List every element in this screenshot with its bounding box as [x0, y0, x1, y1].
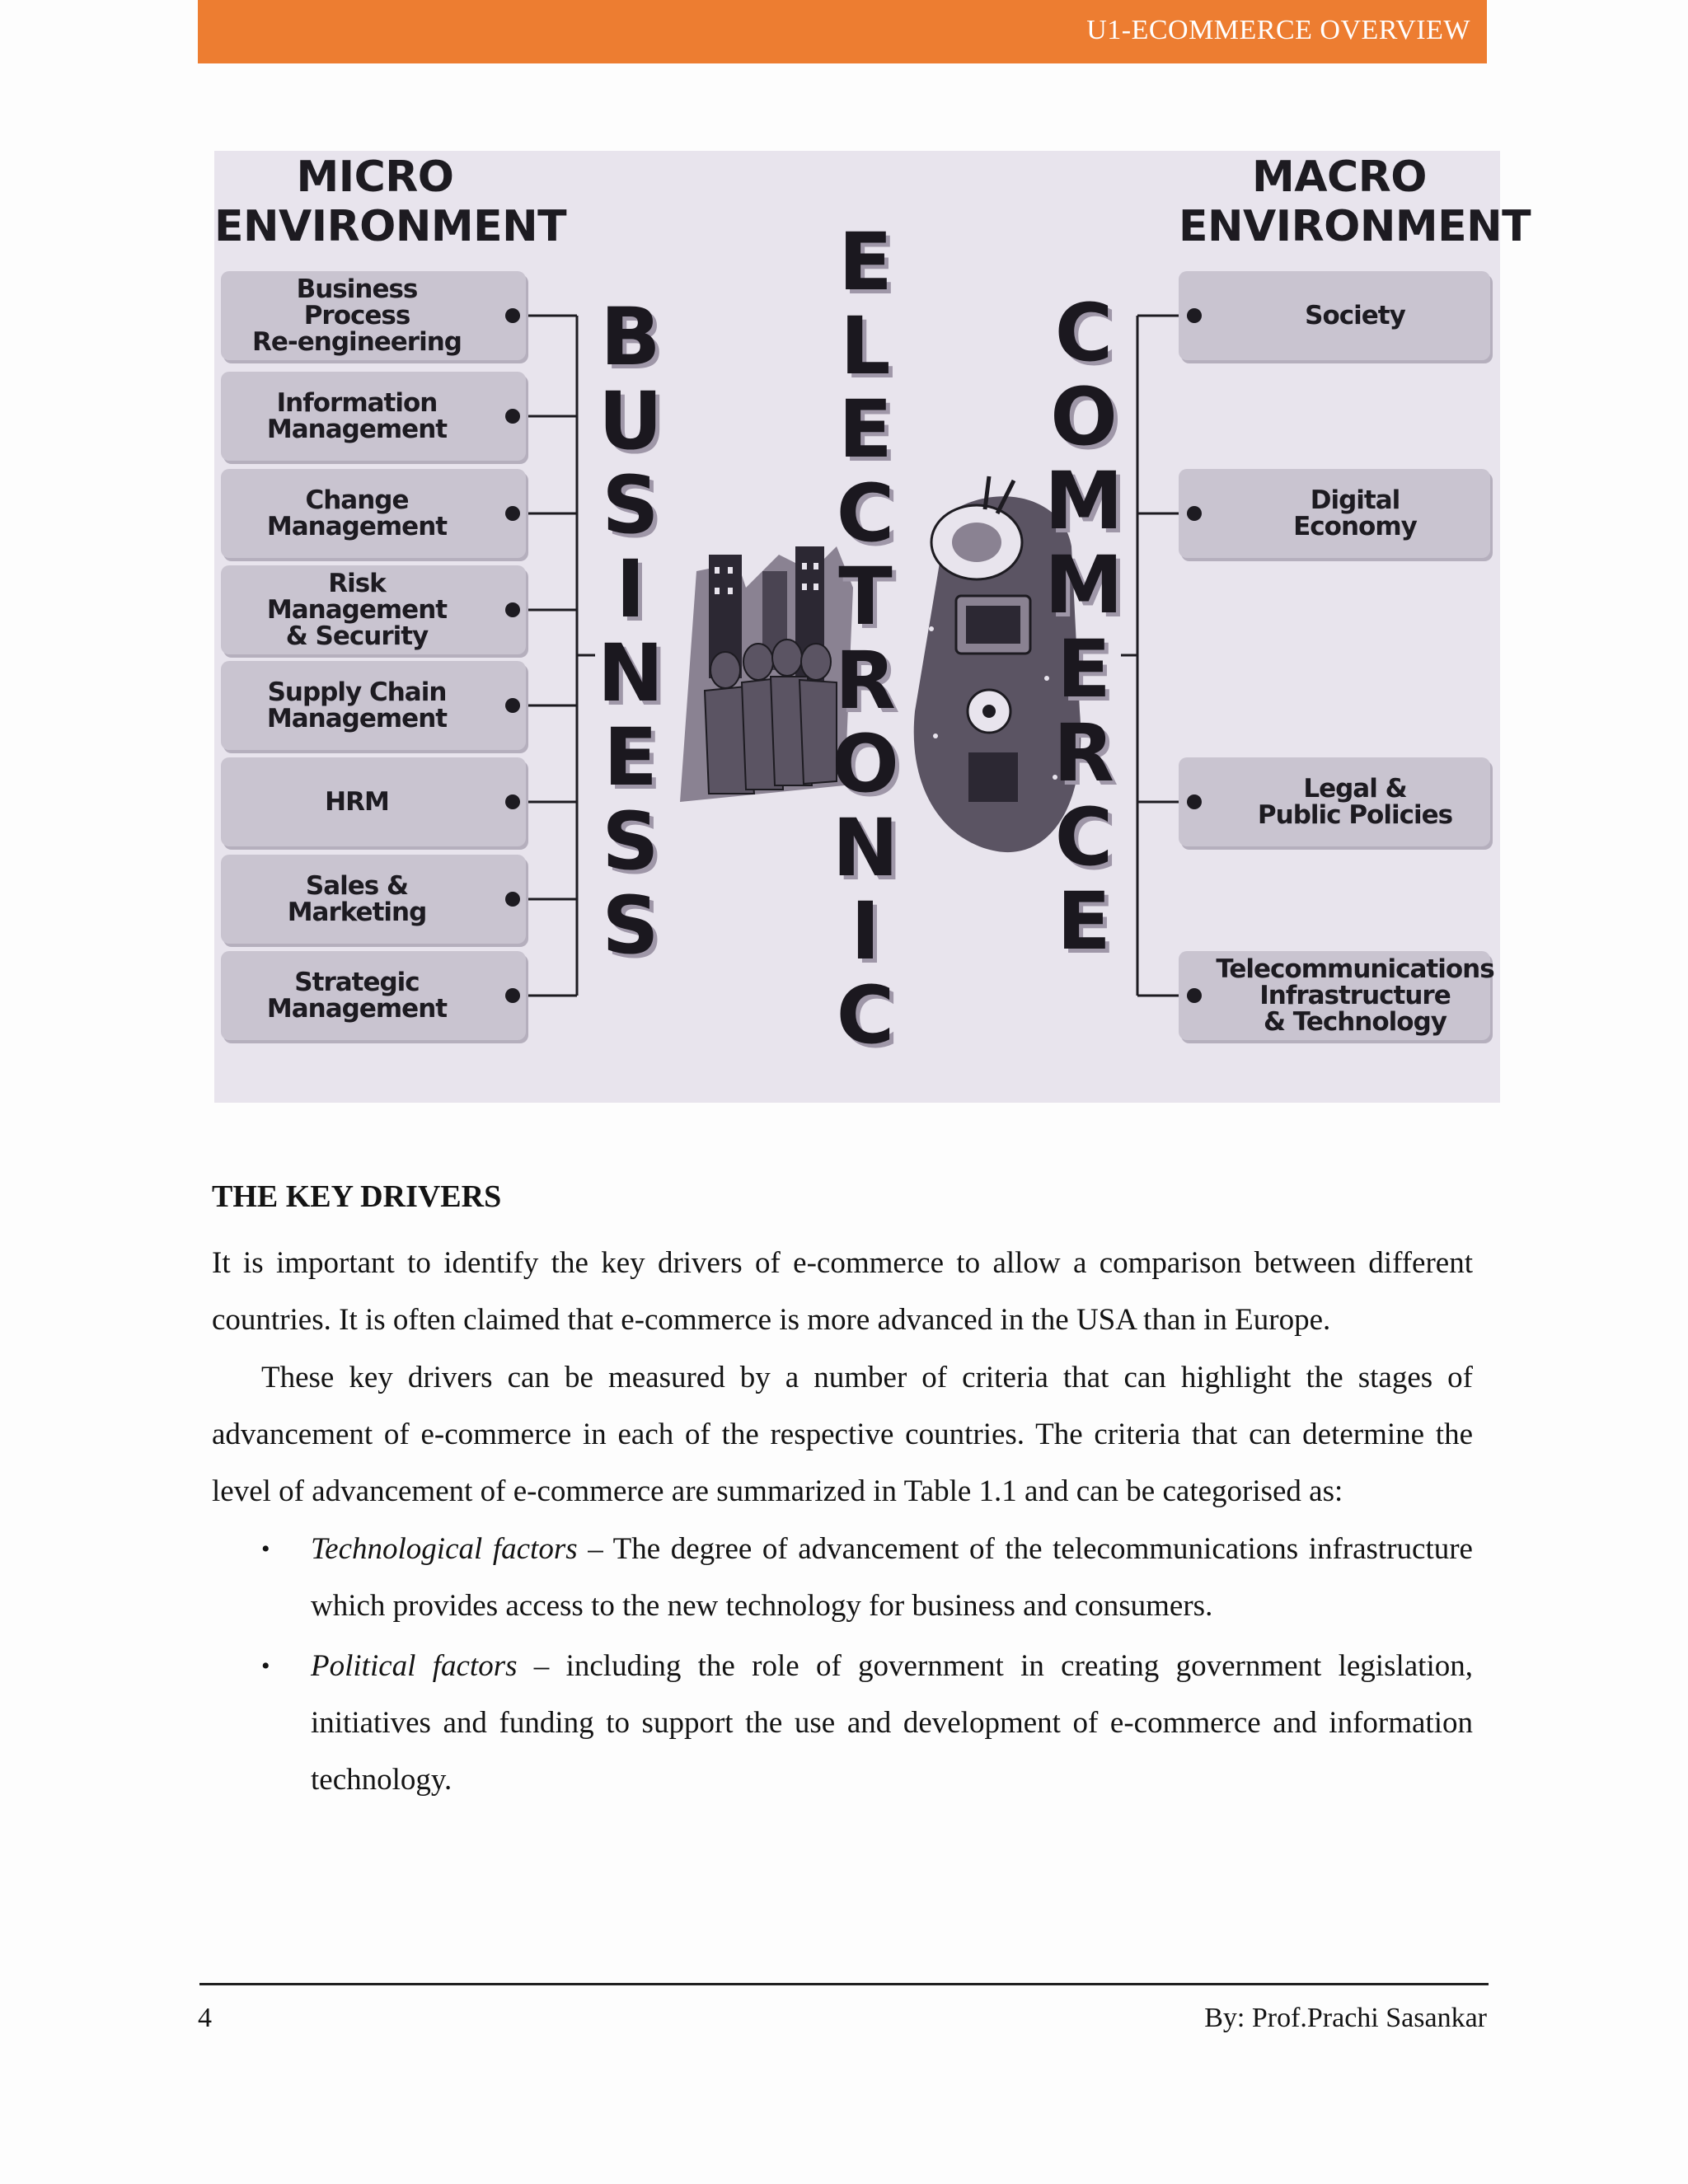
bullet-text: – The degree of advancement of the telecommunications infrastructure which provides access to the new technology for business and consumers.: [311, 1532, 1473, 1623]
macro-item-label: Telecommunications Infrastructure & Technology: [1216, 954, 1494, 1037]
connector-dot: [505, 602, 520, 617]
macro-item-label: Society: [1305, 301, 1405, 330]
connector-dot: [505, 892, 520, 907]
letter: E: [603, 711, 658, 804]
macro-title-line2: ENVIRONMENT: [1179, 202, 1531, 251]
header-bar: [198, 0, 1487, 63]
bullet-term: Technological factors: [311, 1532, 578, 1566]
letter: I: [616, 543, 645, 635]
micro-item-hrm: [221, 757, 526, 846]
micro-item-information-management: [221, 372, 526, 461]
bullet-text: – including the role of government in creating government legislation, initiatives and funding to support the use and development of e-commerce and information technology.: [311, 1649, 1473, 1797]
bullet-symbol: •: [261, 1535, 270, 1563]
letter: T: [838, 551, 893, 643]
micro-item-business-process: [221, 271, 526, 360]
letter: E: [838, 216, 893, 308]
letter: R: [1053, 707, 1114, 799]
connector-dot: [505, 698, 520, 713]
paragraph-criteria: These key drivers can be measured by a number of criteria that can highlight the stages of advancement of e-commerce in each of the respective countries. The criteria that can determine the level of advancement of e-commerce are summarized in Table 1.1 and can be categorised as:: [212, 1361, 1473, 1508]
micro-item-label: Strategic Management: [266, 968, 448, 1024]
micro-item-label: Business Process Re-engineering: [252, 274, 462, 357]
letter: U: [598, 375, 663, 467]
letter: S: [602, 459, 659, 551]
macro-item-label: Digital Economy: [1293, 485, 1417, 541]
section-heading: THE KEY DRIVERS: [212, 1179, 502, 1214]
bullet-symbol: •: [261, 1652, 270, 1680]
letter: I: [851, 885, 880, 977]
micro-item-sales-marketing: [221, 855, 526, 944]
letter: N: [832, 801, 899, 894]
letter: E: [1057, 875, 1111, 968]
paragraph-intro: It is important to identify the key drivers of e-commerce to allow a comparison between different countries. It is often claimed that e-commerce is more advanced in the USA than in Europe.: [212, 1246, 1473, 1337]
letter: C: [836, 968, 895, 1062]
connector-dot: [1187, 308, 1202, 323]
connector-dot: [505, 988, 520, 1003]
vertical-word-business: [585, 291, 676, 972]
macro-item-telecommunications: [1179, 951, 1494, 1040]
micro-item-supply-chain: [221, 661, 526, 750]
footer-author: By: Prof.Prachi Sasankar: [1204, 2003, 1487, 2033]
micro-item-label: Change Management: [266, 485, 448, 541]
micro-item-label: Sales & Marketing: [287, 871, 427, 927]
micro-item-strategic-management: [221, 951, 526, 1040]
micro-item-change-management: [221, 469, 526, 558]
ecommerce-environment-diagram: [214, 151, 1531, 1103]
connector-dot: [1187, 794, 1202, 809]
macro-title-line1: MACRO: [1252, 152, 1427, 202]
connector-dot: [505, 308, 520, 323]
letter: C: [1054, 287, 1114, 379]
letter: C: [836, 466, 895, 560]
connector-dot: [505, 409, 520, 424]
list-item: [212, 1521, 1473, 1634]
letter: O: [832, 718, 899, 810]
letter: C: [1054, 791, 1114, 883]
micro-title-line1: MICRO: [296, 152, 454, 202]
vertical-word-electronic: [820, 216, 911, 1062]
macro-item-label: Legal & Public Policies: [1257, 774, 1453, 830]
letter: M: [1044, 455, 1123, 547]
bullet-term: Political factors: [311, 1649, 518, 1683]
letter: E: [1057, 623, 1111, 715]
page-number: 4: [198, 2003, 212, 2033]
letter: E: [838, 383, 893, 476]
micro-item-label: Information Management: [266, 388, 448, 444]
header-title: U1-ECOMMERCE OVERVIEW: [1086, 15, 1470, 45]
micro-item-label: HRM: [325, 787, 389, 817]
letter: S: [602, 879, 659, 972]
letter: N: [597, 627, 664, 719]
connector-dot: [1187, 988, 1202, 1003]
letter: R: [835, 634, 896, 727]
letter: B: [600, 291, 661, 383]
letter: L: [840, 299, 891, 392]
micro-item-risk-management: [221, 565, 526, 654]
micro-environment-title: [214, 152, 567, 251]
macro-item-society: [1179, 271, 1490, 360]
connector-dot: [505, 506, 520, 521]
list-item: [212, 1638, 1473, 1808]
bullet-list: [212, 1521, 1473, 1811]
letter: S: [602, 795, 659, 888]
letter: M: [1044, 539, 1123, 631]
micro-item-label: Supply Chain Management: [266, 677, 448, 733]
macro-item-legal-policies: [1179, 757, 1490, 846]
footer-divider: [199, 1983, 1489, 1985]
micro-item-label: Risk Management & Security: [266, 569, 448, 651]
vertical-word-commerce: [1039, 287, 1129, 968]
macro-environment-title: [1179, 152, 1531, 251]
letter: O: [1050, 371, 1118, 463]
macro-item-digital-economy: [1179, 469, 1490, 558]
micro-title-line2: ENVIRONMENT: [214, 202, 567, 251]
connector-dot: [1187, 506, 1202, 521]
connector-dot: [505, 794, 520, 809]
